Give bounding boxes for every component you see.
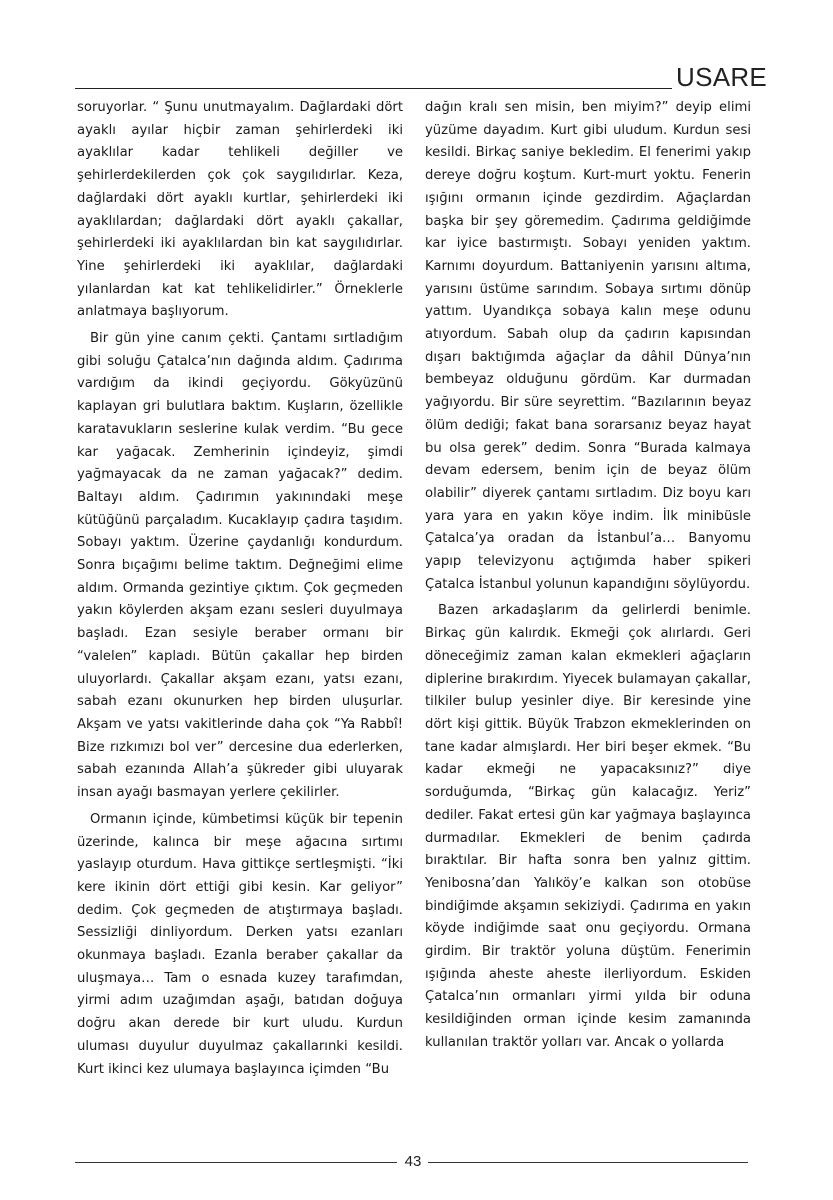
paragraph: Ormanın içinde, kümbetimsi küçük bir tepenin üzerinde, kalınca bir meşe ağacına sırtımı yaslayıp oturdum. Hava gittikçe sertleşmişti. “İki kere ikinin dört ettiği gibi kesin. Kar geliyor” dedim. Çok geçmeden de atıştırmaya başladı. Sessizliği dinliyordum. Derken yatsı ezanları okunmaya başladı. Ezanla beraber çakallar da uluşmaya… Tam o esnada kuzey tarafımdan, yirmi adım uzağımdan aşağı, batıdan doğuya doğru akan derede bir kurt uludu. Kurdun uluması duyulur duyulmaz çakallarınki kesildi. Kurt ikinci kez ulumaya başlayınca içimden “Bu bbox=[77, 811, 403, 1077]
footer-rule-right bbox=[428, 1162, 748, 1163]
paragraph: soruyorlar. “ Şunu unutmayalım. Dağlardaki dört ayaklı ayılar hiçbir zaman şehirlerdeki iki ayaklılar kadar tehlikeli değiller ve şehirlerdekilerden çok çok saygılıdırlar. Keza, dağlardaki dört ayaklı kurtlar, şehirlerdeki iki ayaklılardan; dağlardaki dört ayaklı çakallar, şehirlerdeki iki ayaklılardan bin kat saygılıdırlar. Yine şehirlerdeki iki ayaklılar, dağlardaki yılanlardan kat kat tehlikelidirler.” Örneklerle anlatmaya başlıyorum. bbox=[77, 100, 403, 320]
paragraph: dağın kralı sen misin, ben miyim?” deyip elimi yüzüme dayadım. Kurt gibi uludum. Kurdun sesi kesildi. Birkaç saniye bekledim. El fenerimi yakıp dereye doğru koştum. Kurt-murt yoktu. Fenerin ışığını ormanın içinde gezdirdim. Ağaçlardan başka bir şey göremedim. Çadırıma geldiğimde kar iyice bastırmıştı. Sobayı yeniden yaktım. Karnımı doyurdum. Battaniyenin yarısını altıma, yarısını üstüme sarındım. Sobaya sırtımı dönüp yattım. Uyandıkça sobaya kalın meşe odunu atıyordum. Sabah olup da çadırın kapısından dışarı baktığımda ağaçlar da dâhil Dünya’nın bembeyaz olduğunu gördüm. Kar durmadan yağıyordu. Bir süre seyrettim. “Bazılarının beyaz ölüm dediği; fakat bana sorarsanız beyaz hayat bu olsa gerek” dedim. Sonra “Burada kalmaya devam edersem, benim için de beyaz ölüm olabilir” diyerek çantamı sırtladım. Diz boyu karı yara yara en yakın köye indim. İlk minibüsle Çatalca’ya oradan da İstanbul’a… Banyomu yapıp televizyonu açtığımda haber spikeri Çatalca İstanbul yolunun kapandığını söylüyordu. bbox=[425, 100, 751, 592]
paragraph: Bazen arkadaşlarım da gelirlerdi benimle. Birkaç gün kalırdık. Ekmeği çok alırlardı. Geri döneceğimiz zaman kalan ekmekleri ağaçların diplerine bırakırdım. Yiyecek bulamayan çakallar, tilkiler bulup yesinler diye. Bir keresinde yine dört kişi gittik. Büyük Trabzon ekmeklerinden on tane kadar almışlardı. Her biri beşer ekmek. “Bu kadar ekmeği ne yapacaksınız?” diye sorduğumda, “Birkaç gün kalacağız. Yeriz” dediler. Fakat ertesi gün kar yağmaya başlayınca durmadılar. Ekmekleri de benim çadırda bıraktılar. Bir hafta sonra ben yalnız gittim. Yenibosna’dan Yalıköy’e kalkan son otobüse bindiğimde akşamın sekiziydi. Çadırıma en yakın köyde indiğimde saat onu geçiyordu. Ormana girdim. Bir traktör yoluna düştüm. Fenerimin ışığında aheste aheste ilerliyordum. Eskiden Çatalca’nın ormanları yirmi yılda bir oduna kesildiğinden orman içinde kesim zamanında kullanılan traktör yolları var. Ancak o yollarda bbox=[425, 603, 751, 1050]
header-rule bbox=[75, 88, 672, 89]
left-column bbox=[77, 97, 403, 1081]
footer-rule-left bbox=[75, 1162, 397, 1163]
page-number: 43 bbox=[404, 1153, 422, 1170]
right-column bbox=[425, 97, 751, 1055]
paragraph: Bir gün yine canım çekti. Çantamı sırtladığım gibi soluğu Çatalca’nın dağında aldım. Çadırıma vardığım da ikindi geçiyordu. Gökyüzünü kaplayan gri bulutlara baktım. Kuşların, özellikle karatavukların seslerine kulak verdim. “Bu gece kar yağacak. Zemherinin içindeyiz, şimdi yağmayacak da ne zaman yağacak?” dedim. Baltayı aldım. Çadırımın yakınındaki meşe kütüğünü parçaladım. Kucaklayıp çadıra taşıdım. Sobayı yaktım. Üzerine çaydanlığı kondurdum. Sonra bıçağımı belime taktım. Değneğimi elime aldım. Ormanda gezintiye çıktım. Çok geçmeden yakın köylerden akşam ezanı sesleri duyulmaya başladı. Ezan sesiyle beraber ormanı bir “valelen” kapladı. Bütün çakallar hep birden uluyorlardı. Çakallar akşam ezanı, yatsı ezanı, sabah ezanı okunurken hep birden uluşurlar. Akşam ve yatsı vakitlerinde daha çok “Ya Rabbî! Bize rızkımızı bol ver” dercesine dua ederlerken, sabah ezanında Allah’a şükreder gibi uluyarak insan ayağı basmayan yerlere çekilirler. bbox=[77, 331, 403, 801]
journal-brand: USARE bbox=[676, 62, 768, 92]
